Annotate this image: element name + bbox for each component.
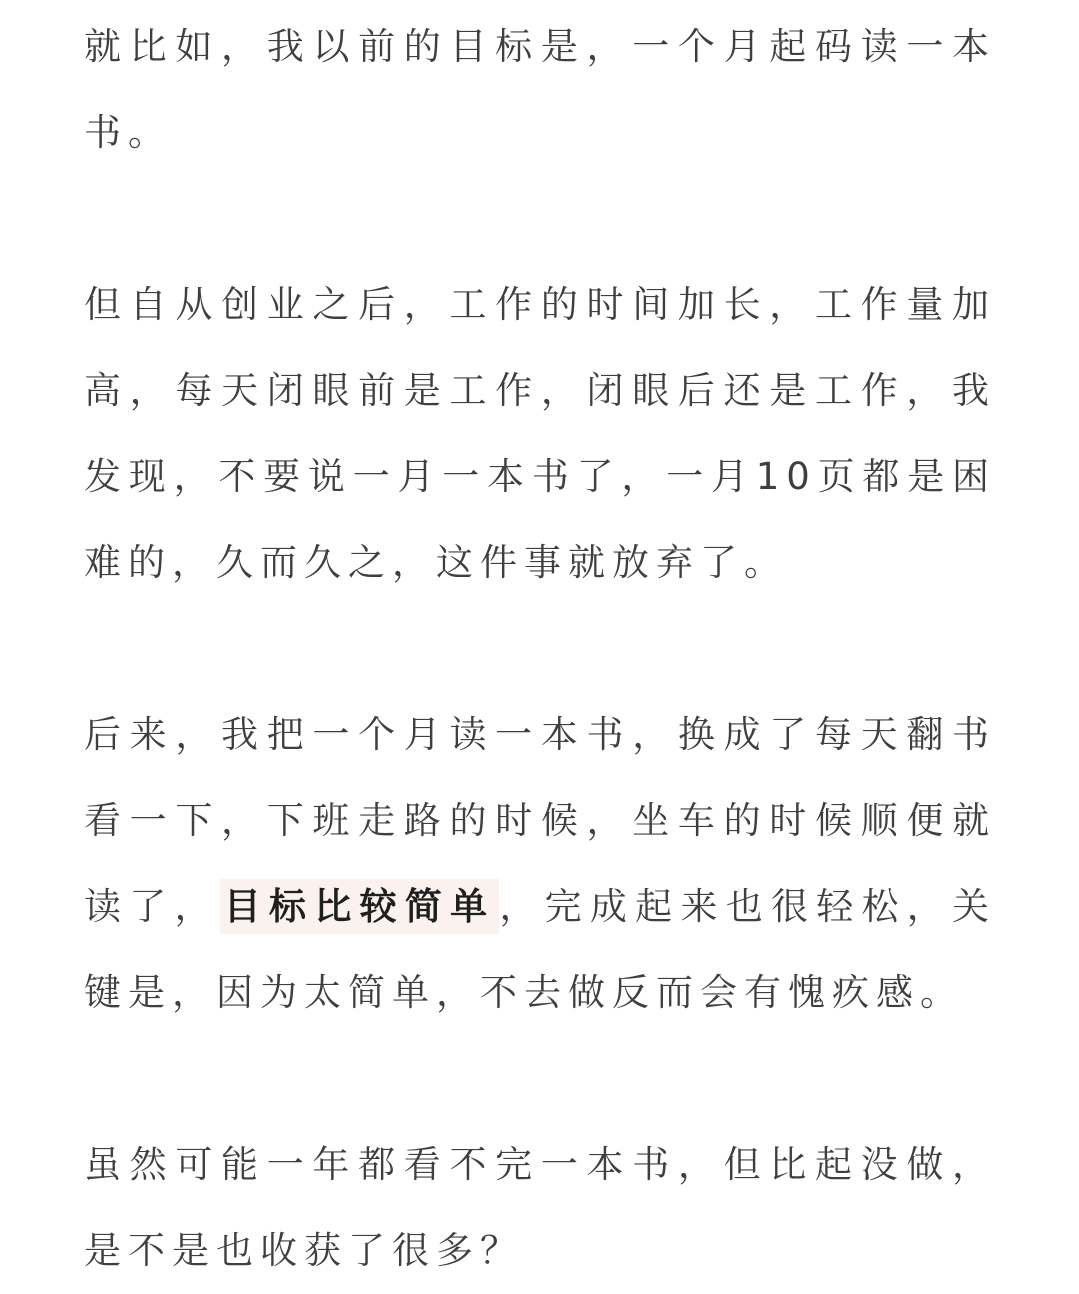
paragraph-1: 就比如，我以前的目标是，一个月起码读一本书。 bbox=[84, 25, 996, 154]
highlighted-phrase: 目标比较简单 bbox=[220, 879, 500, 934]
paragraph-3-after: ，完成起来也很轻松，关键是，因为太简单，不去做反而会有愧疚感。 bbox=[84, 885, 997, 1014]
article-body bbox=[84, 0, 996, 1294]
paragraph-2: 但自从创业之后，工作的时间加长，工作量加高，每天闭眼前是工作，闭眼后还是工作，我发现，不要说一月一本书了，一月10页都是困难的，久而久之，这件事就放弃了。 bbox=[84, 283, 996, 584]
paragraph-3-before: 后来，我把一个月读一本书，换成了每天翻书看一下，下班走路的时候，坐车的时候顺便就读了， bbox=[84, 713, 996, 928]
paragraph-4: 虽然可能一年都看不完一本书，但比起没做，是不是也收获了很多？ bbox=[84, 1143, 996, 1272]
paragraph-3 bbox=[84, 692, 996, 1036]
